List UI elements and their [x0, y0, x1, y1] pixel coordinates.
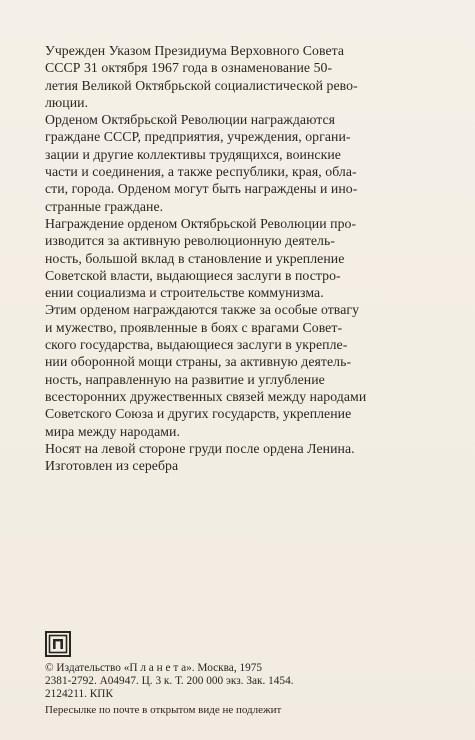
text-line: Награждение орденом Октябрьской Революции про-	[45, 215, 357, 231]
imprint-block	[45, 662, 445, 717]
text-line: мира между народами.	[45, 423, 180, 439]
text-line: Учрежден Указом Президиума Верховного Совета	[45, 43, 345, 58]
text-line: ность, направленную на развитие и углубление	[45, 371, 325, 387]
text-line: нии оборонной мощи страны, за активную деятель-	[45, 354, 352, 370]
text-line: Этим орденом награждаются также за особые отвагу	[45, 302, 360, 318]
text-line: Орденом Октябрьской Революции награждаются	[45, 112, 336, 128]
text-line: граждане СССР, предприятия, учреждения, органи-	[45, 129, 351, 145]
text-line: сти, города. Орденом могут быть награждены и ино-	[45, 181, 358, 197]
text-line: всесторонних дружественных связей между народами	[45, 388, 367, 404]
paragraph-wearing	[45, 440, 440, 457]
text-line: Носят на левой стороне груди после ордена Ленина.	[45, 440, 355, 456]
text-line: летия Великой Октябрьской социалистической рево-	[45, 77, 358, 93]
text-line: СССР 31 октября 1967 года в ознаменование 50-	[45, 60, 333, 76]
paragraph-criteria	[45, 215, 440, 301]
text-line: ность, большой вклад в становление и укрепление	[45, 250, 345, 266]
order-code-line: 2124211. КПК	[45, 688, 113, 700]
printing-code-line: 2381-2792. А04947. Ц. 3 к. Т. 200 000 экз. Зак. 1454.	[45, 675, 294, 687]
text-line: Советского Союза и других государств, укрепление	[45, 406, 352, 422]
paragraph-establishment	[45, 42, 440, 111]
text-line: зации и другие коллективы трудящихся, воинские	[45, 146, 341, 162]
publisher-line: © Издательство «П л а н е т а». Москва, 1975	[45, 662, 263, 674]
paragraph-material	[45, 457, 440, 474]
text-line: странные граждане.	[45, 198, 164, 214]
paragraph-valor	[45, 301, 440, 439]
paragraph-recipients	[45, 111, 440, 215]
mailing-notice: Пересылке по почте в открытом виде не подлежит	[45, 704, 282, 716]
text-line: Советской власти, выдающиеся заслуги в постро-	[45, 267, 341, 283]
text-line: ского государства, выдающиеся заслуги в укрепле-	[45, 337, 348, 353]
text-line: изводится за активную революционную деятель-	[45, 233, 335, 249]
text-line: люции.	[45, 94, 89, 110]
text-line: части и соединения, а также республики, края, обла-	[45, 164, 357, 180]
text-line: ении социализма и строительстве коммунизма.	[45, 285, 324, 301]
text-line: Изготовлен из серебра	[45, 458, 179, 474]
planeta-logo-icon	[45, 631, 71, 657]
award-description	[45, 42, 440, 474]
text-line: и мужество, проявленные в боях с врагами Совет-	[45, 319, 343, 335]
